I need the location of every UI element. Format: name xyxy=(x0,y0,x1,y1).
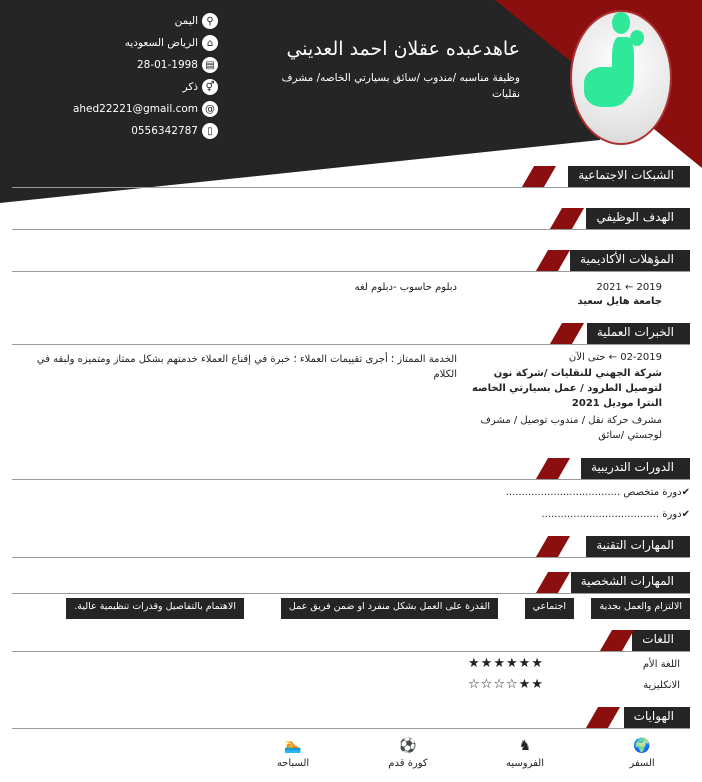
skill-chip: القدرة على العمل بشكل منفرد او ضمن فريق عمل xyxy=(281,598,498,619)
star-empty-icon: ☆ xyxy=(493,677,506,692)
contact-item xyxy=(175,13,218,29)
contact-item xyxy=(131,123,218,139)
education-degree: دبلوم حاسوب -دبلوم لغه xyxy=(354,282,457,293)
section-experience xyxy=(12,323,690,345)
hobby-item xyxy=(258,738,328,769)
section-tech-skills xyxy=(12,536,690,558)
accent-slash xyxy=(550,208,584,229)
star-filled-icon: ★ xyxy=(468,656,481,671)
star-filled-icon: ★ xyxy=(518,677,532,692)
training-item: ✔دورة متخصص .................................... xyxy=(505,487,690,498)
hobby-item xyxy=(607,738,677,769)
education-school: جامعة هايل سعيد xyxy=(577,296,662,307)
contact-value: 0556342787 xyxy=(131,125,198,137)
language-rating xyxy=(468,677,544,692)
language-name: اللغة الأم xyxy=(642,659,680,670)
accent-slash xyxy=(600,630,634,651)
section-languages xyxy=(12,630,690,652)
gender-icon: ⚥ xyxy=(202,79,218,95)
star-filled-icon: ★ xyxy=(531,656,544,671)
section-title: الهوايات xyxy=(624,707,690,728)
accent-slash xyxy=(550,323,584,344)
contact-value: ذكر xyxy=(182,81,198,93)
full-name: عاهدعبده عقلان احمد العديني xyxy=(286,38,520,60)
accent-slash xyxy=(586,707,620,728)
training-item: ✔دورة ..................................... xyxy=(541,509,690,520)
hobby-label: السفر xyxy=(629,758,655,769)
skill-chip: الالتزام والعمل بجدية xyxy=(591,598,690,619)
star-filled-icon: ★ xyxy=(493,656,506,671)
star-empty-icon: ☆ xyxy=(480,677,494,692)
home-icon: ⌂ xyxy=(202,35,218,51)
education-dates: 2019 ← 2021 xyxy=(596,282,662,293)
star-filled-icon: ★ xyxy=(480,656,494,671)
contact-value: 28-01-1998 xyxy=(136,59,198,71)
football-icon: ⚽ xyxy=(399,738,417,754)
experience-description: الخدمة الممتاز ؛ أجرى تقييمات العملاء ؛ خبرة في إقناع العملاء خدمتهم بشكل ممتاز ومتميزه ولبقه في الكلام xyxy=(36,354,457,380)
contact-item xyxy=(183,79,218,95)
section-title: المهارات الشخصية xyxy=(571,572,690,593)
experience-dates: 02-2019 ← حتى الآن xyxy=(568,352,662,363)
hobby-item xyxy=(490,738,560,769)
skill-chip: اجتماعي xyxy=(525,598,574,619)
phone-icon: ▯ xyxy=(202,123,218,139)
section-title: الهدف الوظيفي xyxy=(586,208,690,229)
hobby-label: كورة قدم xyxy=(388,758,428,769)
section-objective xyxy=(12,208,690,230)
language-name: الانكليزية xyxy=(643,680,680,691)
job-title: وظيفة مناسبه /مندوب /سائق بسيارتي الخاصه/ مشرف نقليات xyxy=(281,72,520,100)
hobby-label: السباحه xyxy=(276,758,310,769)
star-empty-icon: ☆ xyxy=(505,677,519,692)
section-training xyxy=(12,458,690,480)
experience-role: مشرف حركة نقل / مندوب توصيل / مشرف لوجستي /سائق xyxy=(480,415,662,441)
hobby-label: الفروسيه xyxy=(506,758,544,769)
section-title: الخبرات العملية xyxy=(587,323,690,344)
accent-slash xyxy=(536,536,570,557)
accent-slash xyxy=(536,458,570,479)
hobby-item xyxy=(373,738,443,769)
accent-slash xyxy=(536,572,570,593)
section-hobbies xyxy=(12,707,690,729)
contact-value: ahed22221@gmail.com xyxy=(72,103,198,115)
birthday-icon: ▤ xyxy=(202,57,218,73)
swimming-icon: 🏊 xyxy=(284,738,302,754)
contact-item xyxy=(137,57,218,73)
profile-photo xyxy=(570,10,672,145)
contact-item xyxy=(125,35,218,51)
star-empty-icon: ☆ xyxy=(468,677,481,692)
contact-value: اليمن xyxy=(174,15,198,27)
section-title: المؤهلات الأكاديمية xyxy=(570,250,690,271)
section-qualifications xyxy=(12,250,690,272)
section-title: المهارات التقنية xyxy=(586,536,690,557)
contact-item xyxy=(73,101,218,117)
email-icon: @ xyxy=(202,101,218,117)
star-filled-icon: ★ xyxy=(518,656,532,671)
section-title: الشبكات الاجتماعية xyxy=(568,166,690,187)
section-social xyxy=(12,166,690,188)
horse-icon: ♞ xyxy=(518,738,532,754)
section-personal-skills xyxy=(12,572,690,594)
contact-value: الرياض السعوديه xyxy=(124,37,198,49)
globe-icon: 🌍 xyxy=(633,738,651,754)
section-title: اللغات xyxy=(632,630,690,651)
star-filled-icon: ★ xyxy=(531,677,544,692)
language-rating xyxy=(468,656,544,671)
experience-company: شركة الجهني للنقليات /شركة نون لتوصيل الطرود / عمل بسيارتي الخاصه النترا موديل 2021 xyxy=(471,368,662,409)
section-title: الدورات التدريبية xyxy=(581,458,690,479)
location-icon: ⚲ xyxy=(202,13,218,29)
accent-slash xyxy=(536,250,570,271)
star-filled-icon: ★ xyxy=(505,656,519,671)
skill-chip: الاهتمام بالتفاصيل وقدرات تنظيمية عالية. xyxy=(66,598,244,619)
accent-slash xyxy=(522,166,556,187)
